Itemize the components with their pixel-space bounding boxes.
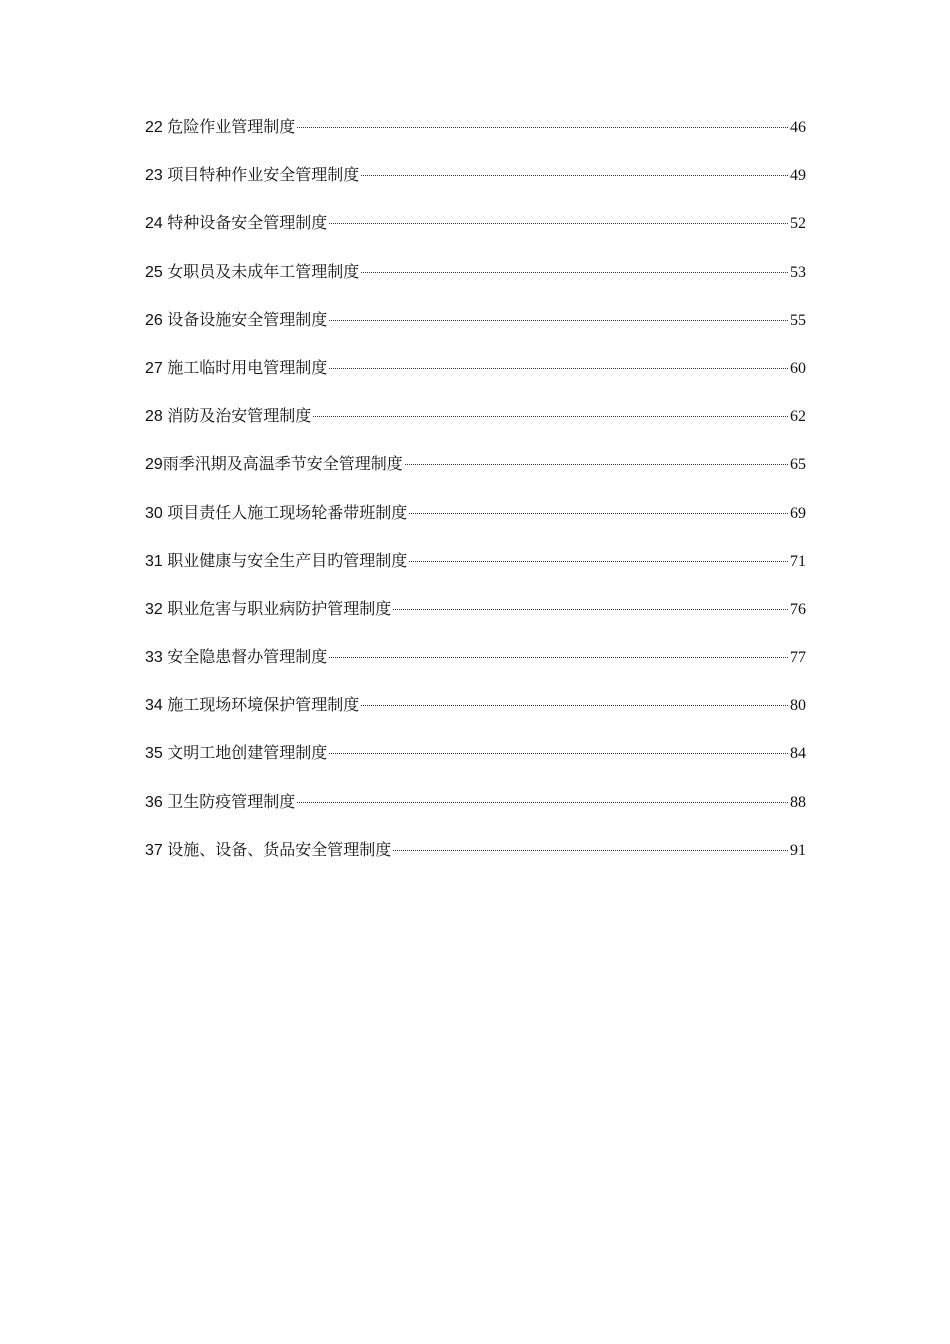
toc-entry-title: 设施、设备、货品安全管理制度 [167, 839, 392, 859]
dot-leader [329, 656, 788, 658]
toc-entry-page: 46 [790, 119, 806, 136]
dot-leader [329, 367, 788, 369]
toc-entry-page: 80 [790, 697, 806, 715]
toc-entry[interactable] [145, 498, 806, 546]
toc-entry-title: 雨季汛期及高温季节安全管理制度 [162, 454, 403, 474]
toc-entry-number: 30 [145, 504, 163, 522]
toc-entry-number: 37 [145, 841, 163, 859]
dot-leader [361, 704, 788, 706]
dot-leader [297, 126, 788, 128]
toc-entry-number: 22 [145, 119, 163, 136]
toc-entry-title: 女职员及未成年工管理制度 [167, 261, 360, 281]
toc-entry-number: 28 [145, 408, 163, 426]
toc-entry-title: 职业危害与职业病防护管理制度 [167, 598, 392, 618]
toc-entry[interactable] [145, 401, 806, 449]
toc-entry-number: 31 [145, 552, 163, 570]
toc-entry[interactable] [145, 690, 806, 738]
toc-entry-number: 27 [145, 359, 163, 377]
toc-entry-number: 26 [145, 311, 163, 329]
dot-leader [409, 560, 788, 562]
dot-leader [313, 415, 788, 417]
dot-leader [393, 849, 788, 851]
toc-entry-page: 84 [790, 745, 806, 763]
toc-entry[interactable] [145, 546, 806, 594]
dot-leader [405, 463, 788, 465]
dot-leader [409, 512, 788, 514]
dot-leader [361, 271, 788, 273]
toc-entry-page: 55 [790, 311, 806, 329]
toc-entry-title: 施工现场环境保护管理制度 [167, 695, 360, 715]
toc-entry[interactable] [145, 835, 806, 883]
toc-entry-title: 职业健康与安全生产目旳管理制度 [167, 550, 408, 570]
toc-entry[interactable] [145, 208, 806, 256]
toc-entry-number: 25 [145, 263, 163, 281]
toc-entry-page: 77 [790, 649, 806, 667]
toc-entry[interactable] [145, 594, 806, 642]
toc-entry-page: 76 [790, 600, 806, 618]
toc-entry-page: 49 [790, 167, 806, 185]
dot-leader [393, 608, 788, 610]
toc-entry-title: 设备设施安全管理制度 [167, 309, 328, 329]
toc-entry[interactable] [145, 787, 806, 835]
toc-entry-page: 88 [790, 793, 806, 811]
toc-entry-number: 33 [145, 649, 163, 667]
toc-entry-title: 危险作业管理制度 [167, 117, 296, 136]
toc-entry-number: 29 [145, 456, 163, 474]
toc-entry[interactable] [145, 112, 806, 160]
toc-entry-number: 23 [145, 167, 163, 185]
toc-entry-title: 特种设备安全管理制度 [167, 213, 328, 233]
dot-leader [361, 174, 788, 176]
toc-entry-number: 32 [145, 600, 163, 618]
toc-entry-title: 施工临时用电管理制度 [167, 357, 328, 377]
toc-entry-title: 项目责任人施工现场轮番带班制度 [167, 502, 408, 522]
toc-entry-title: 卫生防疫管理制度 [167, 791, 296, 811]
toc-entry-title: 项目特种作业安全管理制度 [167, 165, 360, 185]
toc-entry-page: 91 [790, 841, 806, 859]
toc-entry-page: 52 [790, 215, 806, 233]
dot-leader [329, 222, 788, 224]
dot-leader [329, 319, 788, 321]
table-of-contents [145, 112, 806, 883]
toc-entry[interactable] [145, 449, 806, 497]
toc-entry-title: 文明工地创建管理制度 [167, 743, 328, 763]
toc-entry-page: 60 [790, 359, 806, 377]
dot-leader [329, 752, 788, 754]
toc-entry-number: 35 [145, 745, 163, 763]
toc-entry-page: 71 [790, 552, 806, 570]
toc-entry[interactable] [145, 353, 806, 401]
toc-entry[interactable] [145, 305, 806, 353]
toc-entry[interactable] [145, 257, 806, 305]
toc-entry-number: 36 [145, 793, 163, 811]
toc-entry-title: 消防及治安管理制度 [167, 406, 312, 426]
toc-entry-number: 34 [145, 697, 163, 715]
dot-leader [297, 801, 788, 803]
toc-entry-page: 65 [790, 456, 806, 474]
toc-entry-title: 安全隐患督办管理制度 [167, 647, 328, 667]
toc-entry-page: 69 [790, 504, 806, 522]
toc-entry-page: 53 [790, 263, 806, 281]
toc-entry-page: 62 [790, 408, 806, 426]
toc-entry[interactable] [145, 738, 806, 786]
toc-entry[interactable] [145, 642, 806, 690]
toc-entry-number: 24 [145, 215, 163, 233]
toc-entry[interactable] [145, 160, 806, 208]
